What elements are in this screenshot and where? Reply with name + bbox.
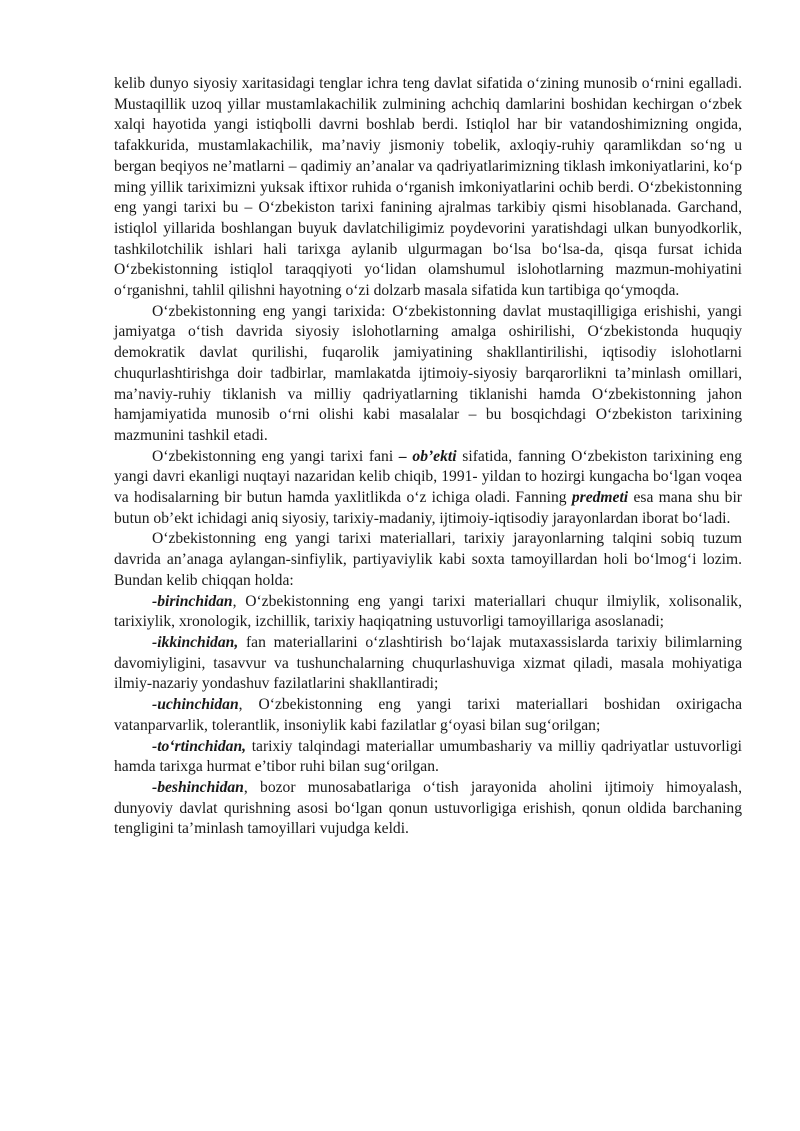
- list-item-text: fan materiallarini o‘zlashtirish bo‘lajak mutaxassislarda tarixiy bilimlarning davomiyligini, tasavvur va tushunchalarning chuqurlashuviga xizmat qiladi, masala mohiyatiga ilmiy-nazariy yondashuv fazilatlarini shakllantiradi;: [114, 633, 742, 693]
- list-item-first: [114, 592, 742, 633]
- list-item-fifth: [114, 778, 742, 840]
- document-page: [114, 74, 742, 840]
- list-marker: -beshinchidan: [152, 778, 244, 796]
- list-item-text: , bozor munosabatlariga o‘tish jarayonida aholini ijtimoiy himoyalash, dunyoviy davlat qurishning asosi bo‘lgan qonun ustuvorligiga erishish, qonun oldida barchaning tengligini ta’minlash tamoyillari vujudga keldi.: [114, 778, 742, 838]
- list-item-fourth: [114, 737, 742, 778]
- subject-term: predmeti: [571, 489, 629, 507]
- paragraph-4: O‘zbekistonning eng yangi tarixi materiallari, tarixiy jarayonlarning talqini sobiq tuzum davrida an’anaga aylangan-sinfiylik, partiyaviylik kabi soxta tamoyillardan holi bo‘lmog‘i lozim. Bundan kelib chiqqan holda:: [114, 530, 742, 589]
- list-item-text: tarixiy talqindagi materiallar umumbashariy va milliy qadriyatlar ustuvorligi hamda tarixga hurmat e’tibor ruhi bilan sug‘orilgan.: [114, 737, 742, 776]
- list-marker: -uchinchidan: [152, 696, 239, 714]
- object-term: – ob’ekti: [398, 447, 457, 465]
- paragraph-1: kelib dunyo siyosiy xaritasidagi tenglar ichra teng davlat sifatida o‘zining munosib o‘rnini egalladi. Mustaqillik uzoq yillar mustamlakachilik zulmining achchiq damlarini boshidan kechirgan o‘zbek xalqi hayotida yangi istiqbolli davrni boshlab berdi. Istiqlol har bir vatandoshimizning ongida, tafakkurida, mustamlakachilik, ma’naviy jismoniy tobelik, axloqiy-ruhiy qaramlikdan so‘ng u bergan beqiyos ne’matlarni – qadimiy an’analar va qadriyatlarimizning tiklash imkoniyatlarini, ko‘p ming yillik tariximizni yuksak iftixor ruhida o‘rganish imkoniyatlarini ochib berdi. O‘zbekistonning eng yangi tarixi bu – O‘zbekiston tarixi fanining ajralmas tarkibiy qismi hisoblanada. Garchand, istiqlol yillarida boshlangan buyuk davlatchiligimiz poydevorini yaratishdagi ulkan bunyodkorlik, tashkilotchilik ishlari hali tarixga aylanib ulgurmagan bo‘lsa bo‘lsa-da, qisqa fursat ichida O‘zbekistonning istiqlol taraqqiyoti yo‘lidan olamshumul islohotlarning mazmun-mohiyatini o‘rganishni, tahlil qilishni hayotning o‘zi dolzarb masala sifatida kun tartibiga qo‘ymoqda.: [114, 75, 742, 300]
- paragraph-3-text: O‘zbekistonning eng yangi tarixi fani: [152, 447, 399, 465]
- list-item-text: , O‘zbekistonning eng yangi tarixi materiallari chuqur ilmiylik, xolisonalik, tarixiylik, xronologik, izchillik, tarixiy haqiqatning ustuvorligi tamoyillariga asoslanadi;: [114, 592, 742, 631]
- list-item-text: , O‘zbekistonning eng yangi tarixi materiallari boshidan oxirigacha vatanparvarlik, tolerantlik, insoniylik kabi fazilatlar g‘oyasi bilan sug‘orilgan;: [114, 696, 742, 734]
- list-marker: -birinchidan: [152, 592, 233, 610]
- paragraph-3: [114, 447, 742, 530]
- paragraph-2: O‘zbekistonning eng yangi tarixida: O‘zbekistonning davlat mustaqilligiga erishishi, yangi jamiyatga o‘tish davrida siyosiy islohotlarning amalga oshirilishi, O‘zbekistonda huquqiy demokratik davlat qurilishi, fuqarolik jamiyatining shakllantirilishi, iqtisodiy islohotlarni chuqurlashtirishga doir tadbirlar, mamlakatda ijtimoiy-siyosiy barqarorlikni ta’minlash omillari, ma’naviy-ruhiy tiklanish va milliy qadriyatlarning tiklanishi hamda O‘zbekistonning jahon hamjamiyatida munosib o‘rni olishi kabi masalalar – bu bosqichdagi O‘zbekiston tarixining mazmunini tashkil etadi.: [114, 302, 742, 444]
- paragraph-3-text: esa mana shu bir butun ob’ekt ichidagi aniq siyosiy, tarixiy-madaniy, ijtimoiy-iqtisodiy jarayonlardan iborat bo‘ladi.: [114, 489, 742, 527]
- list-marker: -ikkinchidan,: [152, 633, 239, 651]
- list-marker: -to‘rtinchidan,: [152, 737, 247, 755]
- list-item-second: [114, 633, 742, 695]
- paragraph-3-text: sifatida, fanning O‘zbekiston tarixining eng yangi davri ekanligi nuqtayi nazaridan kelib chiqib, 1991- yildan to hozirgi kungacha bo‘lgan voqea va hodisalarning bir butun hamda yaxlitlikda o‘z ichiga oladi. Fanning: [114, 447, 742, 507]
- list-item-third: [114, 695, 742, 736]
